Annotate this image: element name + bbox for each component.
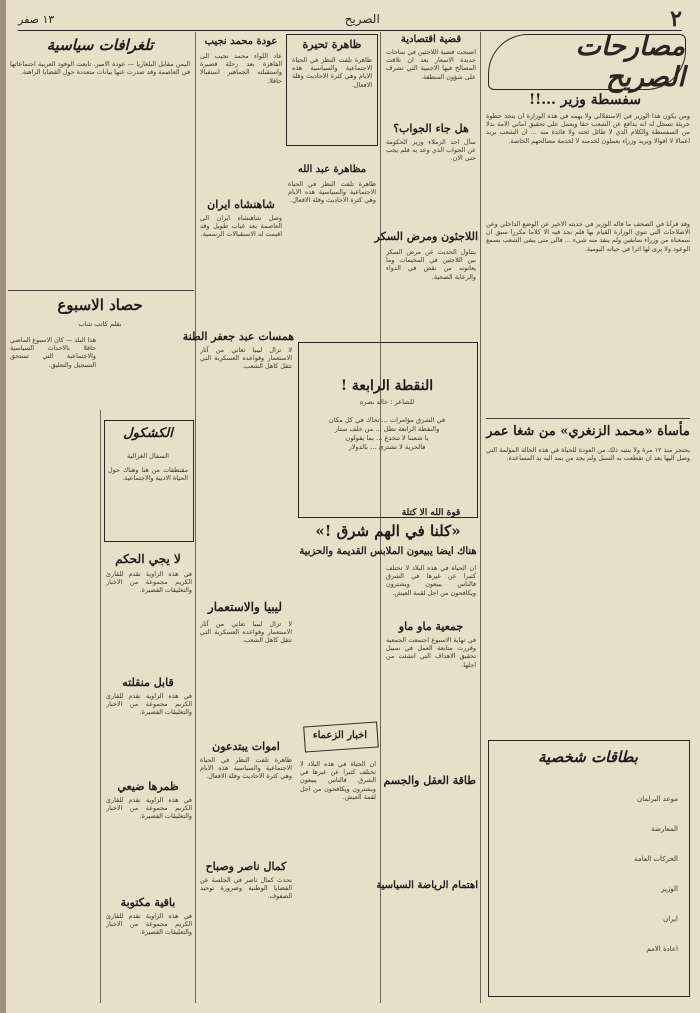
headline: جمعية ماو ماو [398, 620, 464, 633]
article-body: هذا البلد — كان الاسبوع الماضي حافلا بالاحداث السياسية والاجتماعية التي تستحق التسجيل والتعليق. [10, 336, 96, 369]
headline: قوة الله الا كتلة [401, 508, 461, 518]
headline: عودة محمد نجيب [204, 36, 278, 47]
headline: اهتمام الرياضة السياسية [376, 880, 478, 891]
headline: باقية مكتوبة [120, 896, 176, 909]
byline: بقلم كاتب شاب [78, 320, 122, 328]
subheadline: هناك ايضا يبيعون الملابس القديمة والحزبية [299, 546, 477, 557]
ad-lines [498, 784, 678, 984]
poem-verses [302, 416, 472, 452]
box-title: الكشكول [123, 426, 173, 441]
headline: كمال ناصر وصباح [205, 860, 287, 873]
paper-name: الصريح [344, 12, 380, 26]
article-body: ظاهرة تلفت النظر في الحياة الاجتماعية والسياسية هذه الايام وهي كثرة الاحاديث وقلة الافعال. [292, 56, 372, 89]
headline: تلغرافات سياسية [46, 36, 154, 54]
headline: حصاد الاسبوع [57, 296, 143, 314]
article-body: في هذه الزاوية نقدم للقارئ الكريم مجموعة من الاخبار والتعليقات القصيرة. [106, 796, 192, 821]
article-body: لا تزال ليبيا تعاني من آثار الاستعمار وقواعده العسكرية التي تثقل كاهل الشعب. [200, 346, 292, 371]
article-body: اليمن مقابل البلغاريا — عودة الامير. تابعت الوفود العربية اجتماعاتها في العاصمة وقد صدرت عنها بيانات متعددة حول القضايا الراهنة. [10, 60, 190, 77]
headline: هل جاء الجواب؟ [393, 122, 469, 135]
ad-line: ايران [663, 915, 678, 923]
headline: ظمرها ضيعي [117, 780, 179, 793]
ad-line: الوزير [661, 885, 678, 893]
scan-edge [0, 0, 6, 1013]
headline: «كلنا في الهم شرق !» [315, 522, 461, 540]
article-body: وقد قرأنا في الصحف ما قاله الوزير في حديثه الاخير عن الوضع الداخلي وعن الاصلاحات التي تنوي الوزارة القيام بها فلم نجد فيه الا كلاما مكررا سبق ان سمعناه من وزراء سابقين ولم ينفذ منه شيء ... فالى متى يبقى الشعب يسمع الوعود ولا يرى لها اثرا في حياته اليومية. [486, 220, 690, 253]
headline: اللاجئون ومرض السكر [374, 230, 478, 243]
article-body: سأل احد الزملاء وزير الحكومة عن الجواب الذي وعد به فلم يجب حتى الان. [386, 138, 476, 163]
headline: لا يجي الحكم [115, 552, 181, 566]
headline: اموات يبتدعون [212, 740, 280, 753]
box-subtitle: السفال الغزالية [127, 452, 169, 460]
article-body: تحدث كمال ناصر في الجلسة عن القضايا الوطنية وضرورة توحيد الصفوف. [200, 876, 292, 901]
ad-line: الحركات العامة [634, 855, 678, 863]
article-body: في نهاية الاسبوع اجتمعت الجمعية وقررت متابعة العمل في سبيل تحقيق الاهداف التي انشئت من اجلها. [386, 636, 476, 669]
column-divider [480, 32, 481, 1003]
box-title: اخبار الزعماء [312, 730, 368, 741]
section-rule [486, 418, 690, 419]
headline: قابل منقلته [122, 676, 174, 689]
ad-line: المعارضة [651, 825, 678, 833]
headline: مأساة «محمد الزنغري» من شغا عمر [486, 424, 690, 439]
column-divider [195, 32, 196, 1003]
issue-date: ١٣ صفر [18, 12, 55, 26]
article-body: يتناول الحديث عن مرض السكر بين اللاجئين في المخيمات وما يعانونه من نقص في الدواء والرعاية الصحية. [386, 248, 476, 281]
ad-line: اعادة الامم [646, 945, 678, 953]
headline: ظاهرة تحيرة [302, 38, 362, 51]
headline: شاهنشاه ايران [207, 198, 275, 211]
article-body: في هذه الزاوية نقدم للقارئ الكريم مجموعة من الاخبار والتعليقات القصيرة. [106, 570, 192, 595]
section-rule [8, 290, 194, 291]
article-body: مقتطفات من هنا وهناك حول الحياة الادبية والاجتماعية. [108, 466, 188, 483]
article-body: في هذه الزاوية نقدم للقارئ الكريم مجموعة من الاخبار والتعليقات القصيرة. [106, 692, 192, 717]
headline: همسات عبد جعفر الطنة [182, 330, 294, 343]
poem-author: للشاعر : خالد نصره [359, 398, 415, 406]
article-body: يحتجز منذ ١٢ مرة ولا ينتبه ذلك من العودة للحياة في هذه الحالة المؤلمة التي وصل اليها بعد ان تقطعت به السبل ولم يجد من يمد اليه يد المساعدة. [486, 446, 690, 463]
article-body: عاد اللواء محمد نجيب الى القاهرة بعد رحلة قصيرة واستقبلته الجماهير استقبالا حافلا. [200, 52, 282, 85]
section-logo: مصارحات الصريح [488, 34, 686, 90]
article-body: ان الحياة في هذه البلاد لا تختلف كثيرا عن غيرها في الشرق فالناس يبيعون ويشترون ويكافحون من اجل لقمة العيش. [386, 564, 476, 597]
article-body: وصل شاهنشاه ايران الى العاصمة بعد غياب طويل وقد اقيمت له الاستقبالات الرسمية. [200, 214, 282, 239]
poem-line: في الشرق مؤامرات ... تحاك في كل مكان [328, 416, 446, 424]
article-body: لا تزال ليبيا تعاني من آثار الاستعمار وقواعده العسكرية التي تثقل كاهل الشعب. [200, 620, 292, 645]
headline: مظاهرة عبد الله [297, 164, 367, 175]
article-body: ظاهرة تلفت النظر في الحياة الاجتماعية والسياسية هذه الايام وهي كثرة الاحاديث وقلة الافعال. [200, 756, 292, 781]
poem-title: النقطة الرابعة ! [340, 378, 434, 394]
article-body: ظاهرة تلفت النظر في الحياة الاجتماعية والسياسية هذه الايام وهي كثرة الاحاديث وقلة الافعال. [288, 180, 376, 205]
article-body: ومن يكون هذا الوزير في الاستقلالي ولا يهمه في هذه الوزارة ان يتخذ خطوة جريئة تسجل له انه يدافع عن الشعب حقا ويعمل على تحقيق اماني الامة بدلا من السفسطة والكلام الذي لا طائل تحته ولا فائدة منه ... ان الشعب يريد اعمالا لا اقوالا ويريد وزراء يعملون لخدمته لا لخدمة مصالحهم الخاصة. [486, 112, 690, 145]
headline: طاقة العقل والجسم [383, 774, 476, 787]
page-number: ٢ [670, 6, 682, 32]
headline: قضية اقتصادية [400, 34, 462, 45]
ad-line: موعد البرلمان [637, 795, 678, 803]
poem-line: يا شعبنا لا تنخدع ... بما يقولون [345, 434, 429, 442]
poem-line: والنقطة الرابعة تطل ... من خلف ستار [334, 425, 440, 433]
article-body: في هذه الزاوية نقدم للقارئ الكريم مجموعة من الاخبار والتعليقات القصيرة. [106, 912, 192, 937]
ad-title: بطاقات شخصية [538, 748, 638, 766]
article-body: ان الحياة في هذه البلاد لا تختلف كثيرا عن غيرها في الشرق فالناس يبيعون ويشترون ويكافحون من اجل لقمة العيش. [300, 760, 376, 801]
article-body: اصبحت قضية اللاجئين في ساحات جديدة الاسعار بعد ان تلاقت المصالح فيها الاجنبية التي تشرف على شؤون المنطقة. [386, 48, 476, 81]
headline: سفسطة وزير ...!! [528, 92, 642, 108]
poem-line: فالحرية لا تشترى ... بالدولار [348, 443, 426, 451]
masthead [18, 8, 682, 31]
column-divider [100, 410, 101, 1003]
headline: ليبيا والاستعمار [207, 600, 283, 614]
